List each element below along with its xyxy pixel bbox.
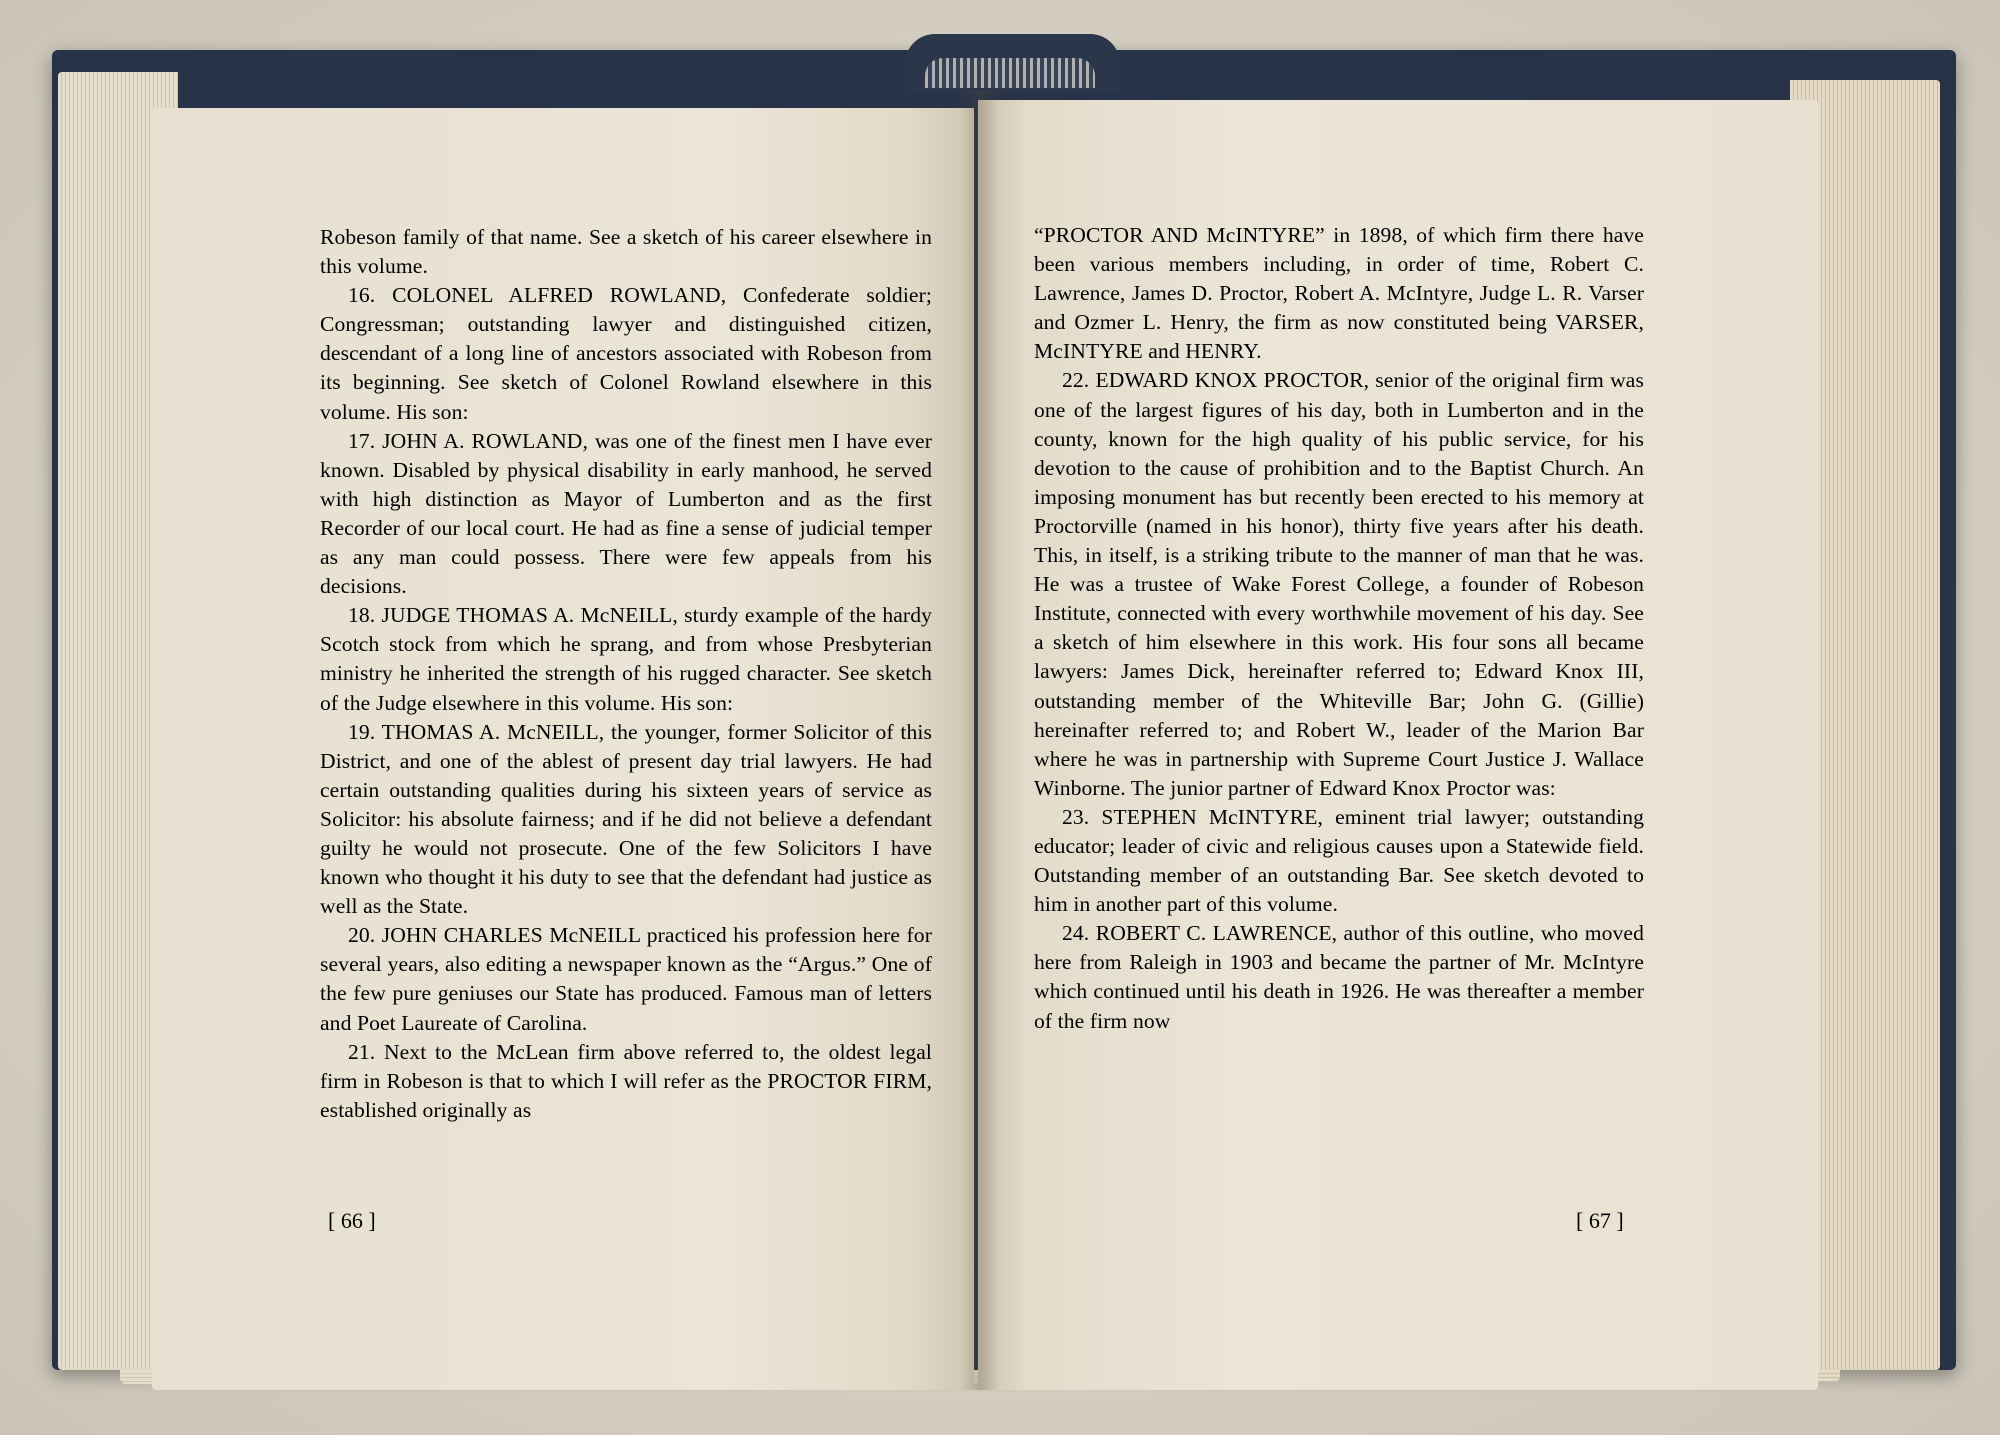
paragraph: Robeson family of that name. See a sketch of his career elsewhere in this volume. — [320, 225, 932, 279]
paragraph: “PROCTOR AND McINTYRE” in 1898, of which firm there have been various members including, in order of time, Robert C. Lawrence, James D. Proctor, Robert A. McIntyre, Judge L. R. Varser and Ozmer L. Henry, the firm as now constituted being VARSER, McINTYRE and HENRY. — [1034, 223, 1644, 364]
right-page-text — [1034, 221, 1644, 1036]
book-gutter-shadow — [960, 90, 1000, 1390]
paragraph: 23. STEPHEN McINTYRE, eminent trial lawyer; outstanding educator; leader of civic and religious causes upon a Statewide field. Outstanding member of an outstanding Bar. See sketch devoted to him in another part of this volume. — [1034, 804, 1644, 917]
paragraph: 16. COLONEL ALFRED ROWLAND, Confederate soldier; Congressman; outstanding lawyer and distinguished citizen, descendant of a long line of ancestors associated with Robeson from its beginning. See sketch of Colonel Rowland elsewhere in this volume. His son: — [320, 283, 932, 424]
paragraph: 19. THOMAS A. McNEILL, the younger, former Solicitor of this District, and one of the ablest of present day trial lawyers. He had certain outstanding qualities during his sixteen years of service as Solicitor: his absolute fairness; and if he did not believe a defendant guilty he would not prosecute. One of the few Solicitors I have known who thought it his duty to see that the defendant had justice as well as the State. — [320, 719, 932, 919]
page-number-right: [ 67 ] — [1576, 1208, 1624, 1233]
paragraph: 22. EDWARD KNOX PROCTOR, senior of the original firm was one of the largest figures of his day, both in Lumberton and in the county, known for the high quality of his public service, for his devotion to the cause of prohibition and to the Baptist Church. An imposing monument has but recently been erected to his memory at Proctorville (named in his honor), thirty five years after his death. This, in itself, is a striking tribute to the manner of man that he was. He was a trustee of Wake Forest College, a founder of Robeson Institute, connected with every worthwhile movement of his day. See a sketch of him elsewhere in this work. His four sons all became lawyers: James Dick, hereinafter referred to; Edward Knox III, outstanding member of the Whiteville Bar; John G. (Gillie) hereinafter referred to; and Robert W., leader of the Marion Bar where he was in partnership with Supreme Court Justice J. Wallace Winborne. The junior partner of Edward Knox Proctor was: — [1034, 368, 1644, 800]
paragraph: 24. ROBERT C. LAWRENCE, author of this outline, who moved here from Raleigh in 1903 and became the partner of Mr. McIntyre which continued until his death in 1926. He was thereafter a member of the firm now — [1034, 921, 1644, 1033]
paragraph: 17. JOHN A. ROWLAND, was one of the finest men I have ever known. Disabled by physical disability in early manhood, he served with high distinction as Mayor of Lumberton and as the first Recorder of our local court. He had as fine a sense of judicial temper as any man could possess. There were few appeals from his decisions. — [320, 428, 932, 599]
page-number-left: [ 66 ] — [328, 1208, 376, 1233]
left-page-text — [320, 223, 932, 1125]
paragraph: 18. JUDGE THOMAS A. McNEILL, sturdy example of the hardy Scotch stock from which he sprang, and from whose Presbyterian ministry he inherited the strength of his rugged character. See sketch of the Judge elsewhere in this volume. His son: — [320, 603, 932, 715]
paragraph: 20. JOHN CHARLES McNEILL practiced his profession here for several years, also editing a newspaper known as the “Argus.” One of the few pure geniuses our State has produced. Famous man of letters and Poet Laureate of Carolina. — [320, 923, 932, 1035]
paragraph: 21. Next to the McLean firm above referred to, the oldest legal firm in Robeson is that to which I will refer as the PROCTOR FIRM, established originally as — [320, 1039, 932, 1122]
spine-binding-threads — [925, 58, 1095, 88]
